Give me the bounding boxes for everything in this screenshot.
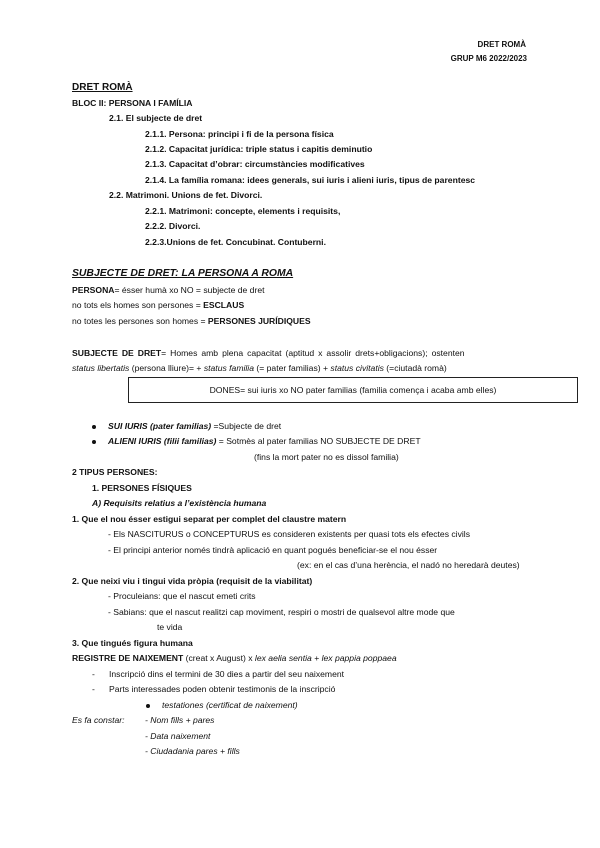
status-civitatis: status civitatis bbox=[330, 363, 384, 373]
persones-fisiques: 1. PERSONES FÍSIQUES bbox=[92, 483, 192, 493]
status-line bbox=[72, 363, 447, 374]
sui-iuris-line bbox=[108, 421, 281, 432]
dash-icon: - bbox=[92, 669, 95, 679]
lex-pappia-poppaea: lex pappia poppaea bbox=[321, 653, 397, 663]
registre-creat: (creat x August) x bbox=[183, 653, 255, 663]
document-title: DRET ROMÀ bbox=[72, 82, 133, 93]
sui-iuris-def: =Subjecte de dret bbox=[211, 421, 282, 431]
esclaus-line bbox=[72, 300, 244, 311]
requisit-1-line-2: - El principi anterior només tindrà aplicació en quant pogués beneficiar-se el nou ésser bbox=[108, 545, 438, 555]
subjecte-label: SUBJECTE DE DRET bbox=[72, 348, 162, 358]
header-title: DRET ROMÀ bbox=[477, 40, 526, 49]
persones-juridiques-line bbox=[72, 316, 311, 327]
status-familiae: status familia bbox=[203, 363, 254, 373]
constar-item-2: - Data naixement bbox=[145, 731, 211, 741]
status-familiae-gloss: (= pater familias) + bbox=[254, 363, 331, 373]
persona-definition bbox=[72, 285, 265, 296]
es-fa-constar: Es fa constar: bbox=[72, 715, 125, 725]
subjecte-def: = Homes amb plena capacitat (aptitud x assolir drets+obligacions); ostenten bbox=[161, 348, 465, 358]
toc-item-2-1-4: 2.1.4. La família romana: idees generals, sui iuris i alieni iuris, tipus de parentesc bbox=[145, 175, 476, 185]
persona-label: PERSONA bbox=[72, 285, 115, 295]
status-civitatis-gloss: (=ciutadà romà) bbox=[383, 363, 447, 373]
bullet-icon bbox=[92, 440, 96, 444]
subjecte-de-dret-line bbox=[72, 348, 465, 359]
registre-detail-2: Parts interessades poden obtenir testimonis de la inscripció bbox=[109, 684, 336, 694]
dash-icon: - bbox=[92, 684, 95, 694]
requisit-2-line-2: - Sabians: que el nascut realitzi cap moviment, respiri o mostri de qualsevol altre mode que bbox=[108, 607, 455, 617]
bloc-heading: BLOC II: PERSONA I FAMÍLIA bbox=[72, 98, 193, 108]
dones-box bbox=[128, 377, 578, 403]
registre-detail-1: Inscripció dins el termini de 30 dies a partir del seu naixement bbox=[109, 669, 345, 679]
alieni-iuris-note: (fins la mort pater no es dissol familia) bbox=[254, 452, 399, 462]
testationes: testationes (certificat de naixement) bbox=[162, 700, 298, 710]
lex-aelia-sentia: lex aelia sentia bbox=[254, 653, 312, 663]
sui-iuris-label: SUI IURIS (pater familias) bbox=[108, 421, 212, 431]
bullet-icon bbox=[92, 425, 96, 429]
persona-def: = ésser humà xo NO = subjecte de dret bbox=[114, 285, 265, 295]
header-group: GRUP M6 2022/2023 bbox=[450, 54, 527, 63]
toc-item-2-1: 2.1. El subjecte de dret bbox=[109, 113, 203, 123]
requisit-2-line-1: - Proculeians: que el nascut emeti crits bbox=[108, 591, 256, 601]
requisit-1-line-1: - Els NASCITURUS o CONCEPTURUS es consideren existents per quasi tots els efectes civils bbox=[108, 529, 471, 539]
constar-item-3: - Ciudadania pares + fills bbox=[145, 746, 240, 756]
toc-item-2-2-2: 2.2.2. Divorci. bbox=[145, 221, 201, 231]
dones-box-text: DONES= sui iuris xo NO pater familias (familia comença i acaba amb elles) bbox=[209, 385, 497, 395]
requisits-heading: A) Requisits relatius a l’existència humana bbox=[92, 498, 267, 508]
esclaus-text: no tots els homes son persones = bbox=[72, 300, 204, 310]
requisit-1-title: 1. Que el nou ésser estigui separat per complet del claustre matern bbox=[72, 514, 347, 524]
registre-line bbox=[72, 653, 397, 664]
tipus-heading: 2 TIPUS PERSONES: bbox=[72, 467, 158, 477]
toc-item-2-1-2: 2.1.2. Capacitat jurídica: triple status i capitis deminutio bbox=[145, 144, 373, 154]
status-libertatis-gloss: (persona lliure)= + bbox=[129, 363, 204, 373]
pj-text: no totes les persones son homes = bbox=[72, 316, 208, 326]
requisit-3-title: 3. Que tingués figura humana bbox=[72, 638, 193, 648]
constar-item-1: - Nom fills + pares bbox=[145, 715, 215, 725]
toc-item-2-2-3: 2.2.3.Unions de fet. Concubinat. Contuberni. bbox=[145, 237, 326, 247]
section-heading: SUBJECTE DE DRET: LA PERSONA A ROMA bbox=[72, 268, 294, 279]
registre-label: REGISTRE DE NAIXEMENT bbox=[72, 653, 184, 663]
requisit-2-line-3: te vida bbox=[157, 622, 183, 632]
esclaus-bold: ESCLAUS bbox=[203, 300, 245, 310]
registre-plus: + bbox=[311, 653, 322, 663]
toc-item-2-2-1: 2.2.1. Matrimoni: concepte, elements i requisits, bbox=[145, 206, 341, 216]
requisit-1-line-3: (ex: en el cas d’una herència, el nadó no heredarà deutes) bbox=[297, 560, 520, 570]
status-libertatis: status libertatis bbox=[72, 363, 130, 373]
alieni-iuris-label: ALIENI IURIS (filii familias) bbox=[108, 436, 217, 446]
alieni-iuris-line bbox=[108, 436, 421, 447]
requisit-2-title: 2. Que neixi viu i tingui vida pròpia (requisit de la viabilitat) bbox=[72, 576, 313, 586]
toc-item-2-1-1: 2.1.1. Persona: principi i fi de la persona física bbox=[145, 129, 334, 139]
pj-bold: PERSONES JURÍDIQUES bbox=[207, 316, 311, 326]
toc-item-2-2: 2.2. Matrimoni. Unions de fet. Divorci. bbox=[109, 190, 263, 200]
toc-item-2-1-3: 2.1.3. Capacitat d’obrar: circumstàncies modificatives bbox=[145, 159, 365, 169]
bullet-icon bbox=[146, 704, 150, 708]
alieni-iuris-def: = Sotmès al pater familias NO SUBJECTE DE DRET bbox=[216, 436, 421, 446]
